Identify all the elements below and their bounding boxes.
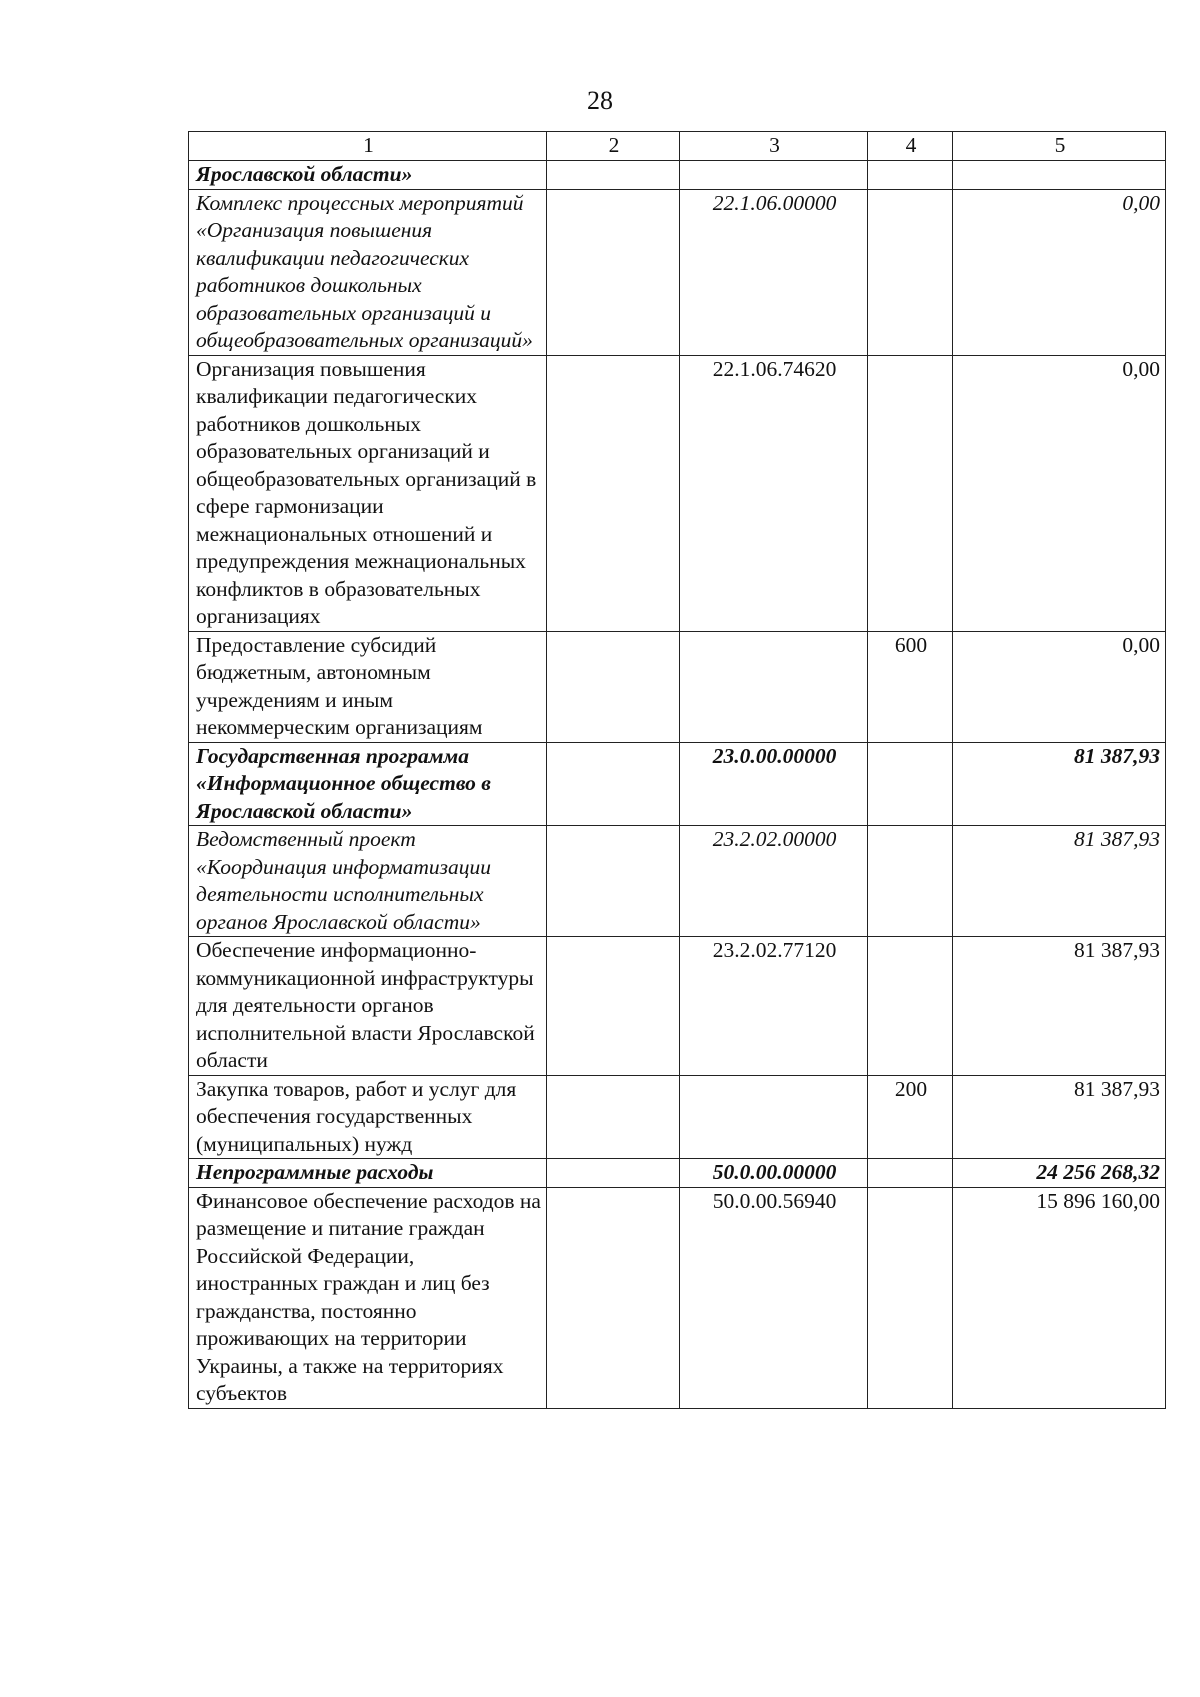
- row-name: Комплекс процессных мероприятий «Организация повышения квалификации педагогических работников дошкольных образовательных организаций и общеобразовательных организаций»: [189, 189, 547, 355]
- row-code: 22.1.06.74620: [680, 355, 868, 631]
- row-col2: [547, 826, 680, 937]
- row-type: [868, 826, 953, 937]
- column-header-1: 1: [189, 132, 547, 161]
- table-row: [189, 937, 1166, 1076]
- row-col2: [547, 161, 680, 190]
- row-col2: [547, 937, 680, 1076]
- row-code: 50.0.00.00000: [680, 1159, 868, 1188]
- row-name: Финансовое обеспечение расходов на размещение и питание граждан Российской Федерации, иностранных граждан и лиц без гражданства, постоянно проживающих на территории Украины, а также на территориях субъектов: [189, 1187, 547, 1408]
- row-col2: [547, 355, 680, 631]
- table-row: [189, 161, 1166, 190]
- budget-table: [188, 131, 1166, 1409]
- page-number: 28: [587, 86, 613, 115]
- row-sum: 81 387,93: [953, 826, 1166, 937]
- row-name: Закупка товаров, работ и услуг для обеспечения государственных (муниципальных) нужд: [189, 1075, 547, 1159]
- row-code: [680, 1075, 868, 1159]
- row-name: Ярославской области»: [189, 161, 547, 190]
- table-row: [189, 1075, 1166, 1159]
- row-code: 22.1.06.00000: [680, 189, 868, 355]
- row-type: [868, 742, 953, 826]
- header-row: [189, 132, 1166, 161]
- row-type: [868, 1159, 953, 1188]
- row-code: [680, 631, 868, 742]
- row-col2: [547, 1187, 680, 1408]
- table-row: [189, 826, 1166, 937]
- row-name: Непрограммные расходы: [189, 1159, 547, 1188]
- row-sum: 0,00: [953, 631, 1166, 742]
- row-code: 23.2.02.77120: [680, 937, 868, 1076]
- row-type: [868, 189, 953, 355]
- row-col2: [547, 1159, 680, 1188]
- row-code: [680, 161, 868, 190]
- row-sum: 24 256 268,32: [953, 1159, 1166, 1188]
- row-type: 200: [868, 1075, 953, 1159]
- row-sum: 81 387,93: [953, 937, 1166, 1076]
- row-code: 23.2.02.00000: [680, 826, 868, 937]
- row-name: Предоставление субсидий бюджетным, автономным учреждениям и иным некоммерческим организациям: [189, 631, 547, 742]
- row-type: 600: [868, 631, 953, 742]
- row-type: [868, 161, 953, 190]
- table-row: [189, 742, 1166, 826]
- row-sum: 81 387,93: [953, 1075, 1166, 1159]
- row-sum: [953, 161, 1166, 190]
- row-sum: 81 387,93: [953, 742, 1166, 826]
- column-header-4: 4: [868, 132, 953, 161]
- row-sum: 0,00: [953, 355, 1166, 631]
- column-header-3: 3: [680, 132, 868, 161]
- row-type: [868, 937, 953, 1076]
- row-col2: [547, 1075, 680, 1159]
- row-col2: [547, 189, 680, 355]
- row-col2: [547, 631, 680, 742]
- row-sum: 15 896 160,00: [953, 1187, 1166, 1408]
- column-header-5: 5: [953, 132, 1166, 161]
- row-code: 23.0.00.00000: [680, 742, 868, 826]
- row-sum: 0,00: [953, 189, 1166, 355]
- row-col2: [547, 742, 680, 826]
- table-row: [189, 1187, 1166, 1408]
- column-header-2: 2: [547, 132, 680, 161]
- table-row: [189, 189, 1166, 355]
- row-name: Обеспечение информационно-коммуникационной инфраструктуры для деятельности органов исполнительной власти Ярославской области: [189, 937, 547, 1076]
- row-type: [868, 355, 953, 631]
- row-name: Государственная программа «Информационное общество в Ярославской области»: [189, 742, 547, 826]
- row-name: Организация повышения квалификации педагогических работников дошкольных образовательных организаций и общеобразовательных организаций в сфере гармонизации межнациональных отношений и предупреждения межнациональных конфликтов в образовательных организациях: [189, 355, 547, 631]
- table-row: [189, 631, 1166, 742]
- row-type: [868, 1187, 953, 1408]
- row-code: 50.0.00.56940: [680, 1187, 868, 1408]
- table-row: [189, 355, 1166, 631]
- row-name: Ведомственный проект «Координация информатизации деятельности исполнительных органов Ярославской области»: [189, 826, 547, 937]
- table-row: [189, 1159, 1166, 1188]
